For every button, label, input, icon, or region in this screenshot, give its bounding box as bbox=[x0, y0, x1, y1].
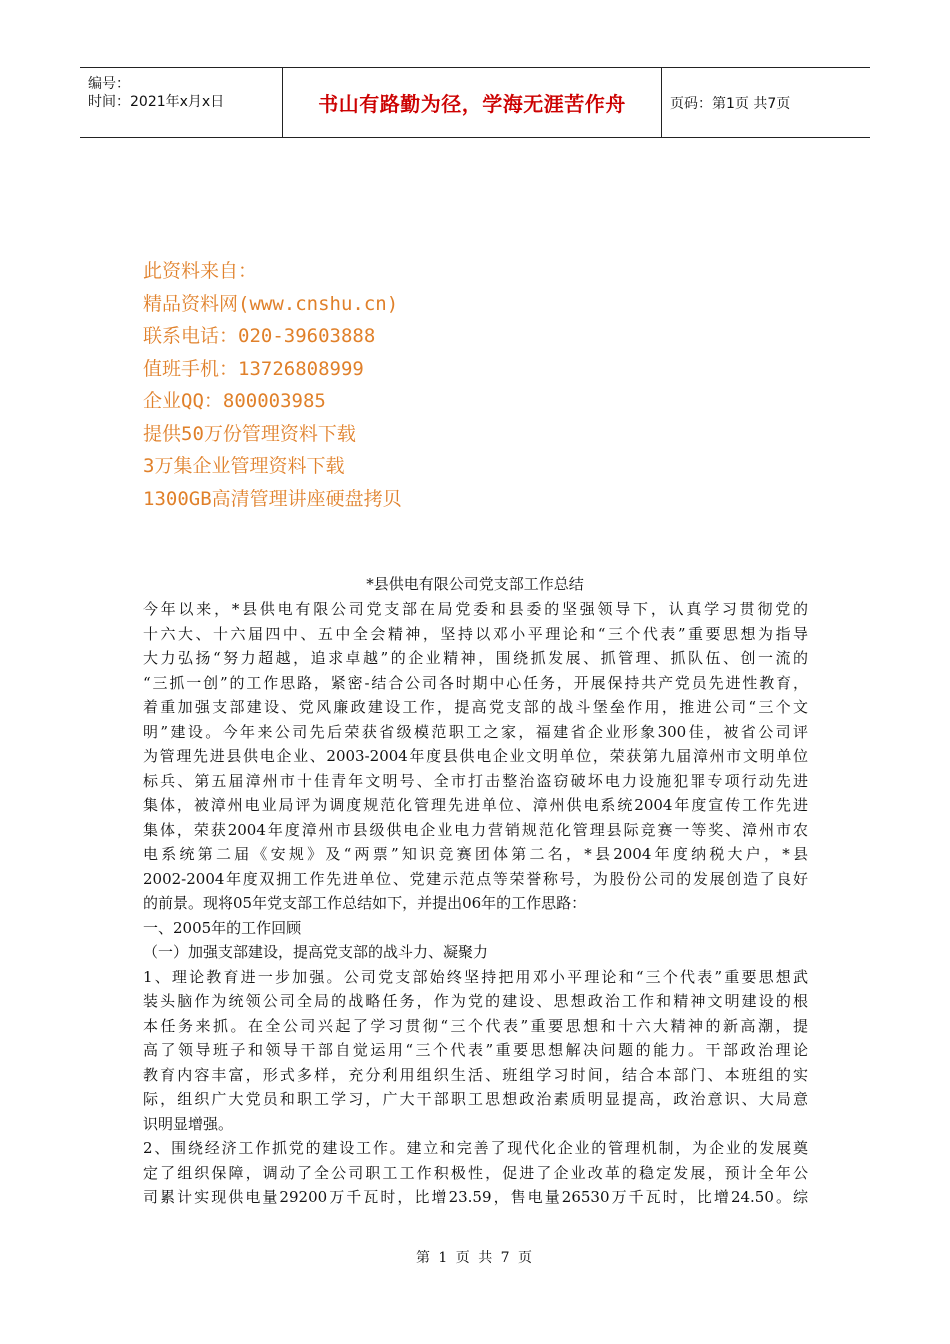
body-line: 识明显增强。 bbox=[143, 1114, 234, 1133]
body-line: 司累计实现供电量29200万千瓦时，比增23.59，售电量26530万千瓦时，比增24.50。综 bbox=[143, 1188, 808, 1206]
body-line: 集体，荣获2004年度漳州市县级供电企业电力营销规范化管理县际竞赛一等奖、漳州市农 bbox=[143, 820, 808, 839]
body-line: 为管理先进县供电企业、2003-2004年度县供电企业文明单位，荣获第九届漳州市文明单位 bbox=[143, 747, 808, 765]
ad-line: 此资料来自： bbox=[143, 260, 258, 282]
body-line: 教育内容丰富，形式多样，充分利用组织生活、班组学习时间，结合本部门、本班组的实 bbox=[143, 1065, 808, 1084]
document-title: *县供电有限公司党支部工作总结 bbox=[366, 575, 584, 593]
number-label: 编号： bbox=[88, 76, 130, 92]
body-line: 一、2005年的工作回顾 bbox=[143, 918, 302, 937]
page-footer: 第 1 页 共 7 页 bbox=[415, 1250, 535, 1266]
ad-line: 精品资料网(www.cnshu.cn) bbox=[143, 292, 399, 315]
body-line: “三抓一创”的工作思路，紧密-结合公司各时期中心任务，开展保持共产党员先进性教育， bbox=[143, 673, 808, 692]
body-line: 标兵、第五届漳州市十佳青年文明号、全市打击整治盗窃破坏电力设施犯罪专项行动先进 bbox=[143, 771, 808, 790]
body-line: 高了领导班子和领导干部自觉运用“三个代表”重要思想解决问题的能力。干部政治理论 bbox=[143, 1041, 808, 1059]
body-line: 1、理论教育进一步加强。公司党支部始终坚持把用邓小平理论和“三个代表”重要思想武 bbox=[143, 967, 808, 986]
header-page-cell bbox=[662, 68, 870, 137]
body-line: 的前景。现将05年党支部工作总结如下，并提出06年的工作思路： bbox=[143, 894, 587, 912]
ad-line: 提供50万份管理资料下载 bbox=[143, 422, 356, 445]
ad-block bbox=[143, 255, 402, 515]
document-body bbox=[143, 597, 808, 1210]
body-line: 本任务来抓。在全公司兴起了学习贯彻“三个代表”重要思想和十六大精神的新高潮，提 bbox=[143, 1016, 808, 1035]
body-line: 大力弘扬“努力超越，追求卓越”的企业精神，围绕抓发展、抓管理、抓队伍、创一流的 bbox=[143, 649, 808, 667]
header-info-cell bbox=[80, 68, 283, 137]
body-line: 集体，被漳州电业局评为调度规范化管理先进单位、漳州供电系统2004年度宣传工作先进 bbox=[143, 796, 808, 814]
motto: 书山有路勤为径，学海无涯苦作舟 bbox=[318, 92, 626, 116]
ad-line: 联系电话：020-39603888 bbox=[143, 325, 376, 347]
body-line: 明”建设。今年来公司先后荣获省级模范职工之家，福建省企业形象300佳，被省公司评 bbox=[143, 722, 808, 741]
body-line: 2、围绕经济工作抓党的建设工作。建立和完善了现代化企业的管理机制，为企业的发展奠 bbox=[143, 1139, 808, 1157]
body-line: 定了组织保障，调动了全公司职工工作积极性，促进了企业改革的稳定发展，预计全年公 bbox=[143, 1163, 808, 1182]
ad-line: 值班手机：13726808999 bbox=[143, 357, 364, 380]
time-label: 时间：2021年x月x日 bbox=[88, 94, 225, 110]
ad-line: 企业QQ：800003985 bbox=[143, 390, 326, 412]
header-table bbox=[80, 67, 870, 138]
page-label: 页码：第1页 共7页 bbox=[670, 95, 791, 112]
body-line: 电系统第二届《安规》及“两票”知识竞赛团体第二名，*县2004年度纳税大户，*县 bbox=[143, 845, 808, 863]
body-line: 十六大、十六届四中、五中全会精神，坚持以邓小平理论和“三个代表”重要思想为指导 bbox=[143, 624, 808, 643]
body-line: 着重加强支部建设、党风廉政建设工作，提高党支部的战斗堡垒作用，推进公司“三个文 bbox=[143, 698, 808, 716]
ad-line: 1300GB高清管理讲座硬盘拷贝 bbox=[143, 487, 402, 510]
body-line: （一）加强支部建设，提高党支部的战斗力、凝聚力 bbox=[143, 943, 489, 961]
body-line: 际，组织广大党员和职工学习，广大干部职工思想政治素质明显提高，政治意识、大局意 bbox=[143, 1090, 808, 1108]
body-line: 2002-2004年度双拥工作先进单位、党建示范点等荣誉称号，为股份公司的发展创造了良好 bbox=[143, 869, 808, 888]
header-motto-cell bbox=[283, 68, 662, 137]
body-line: 今年以来，*县供电有限公司党支部在局党委和县委的坚强领导下，认真学习贯彻党的 bbox=[143, 600, 808, 618]
ad-line: 3万集企业管理资料下载 bbox=[143, 455, 345, 477]
body-line: 装头脑作为统领公司全局的战略任务，作为党的建设、思想政治工作和精神文明建设的根 bbox=[143, 992, 808, 1010]
